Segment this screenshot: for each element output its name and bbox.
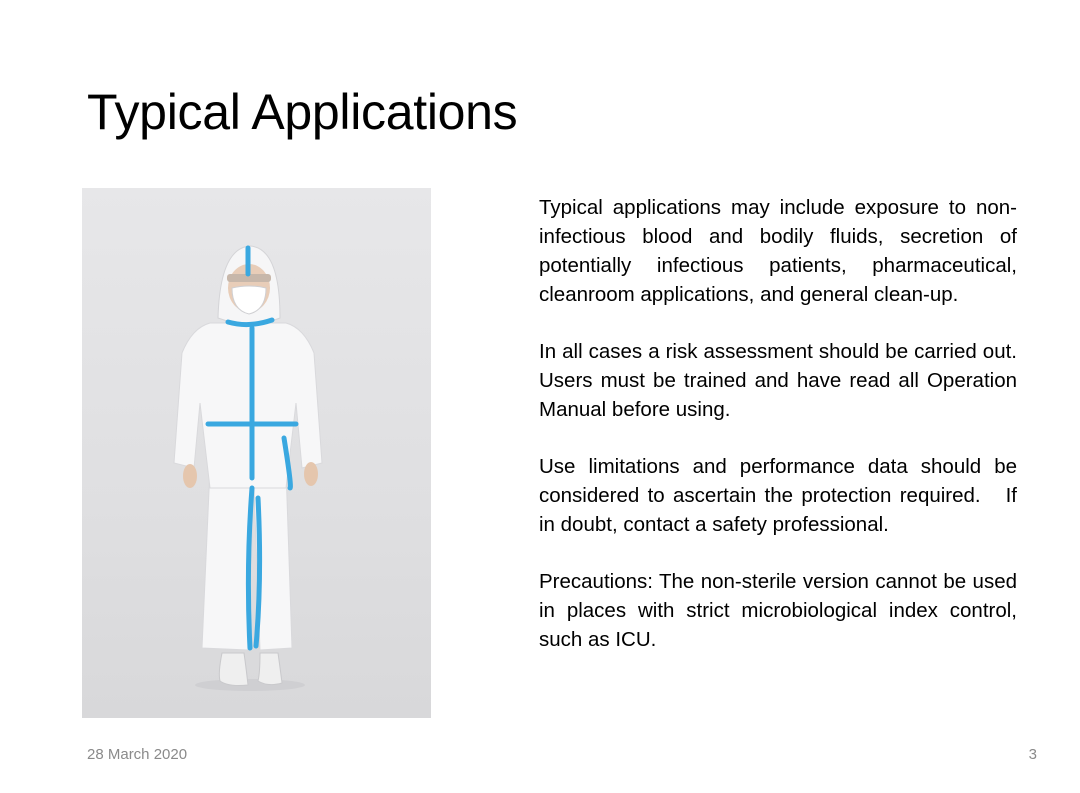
slide-title: Typical Applications [87,84,518,140]
body-text [539,193,1023,682]
suit-torso [174,323,322,488]
paragraph-use-limitations: Use limitations and performance data should be considered to ascertain the protection required. If in doubt, contact a safety professional. [539,455,1023,536]
right-hand [304,462,318,486]
protective-suit-illustration [82,188,431,718]
right-shoe [258,653,282,685]
paragraph-applications: Typical applications may include exposure to non-infectious blood and bodily fluids, secretion of potentially infectious patients, pharmaceutical, cleanroom applications, and general clean-up. [539,196,1017,306]
footer-date: 28 March 2020 [87,746,188,763]
paragraph-precautions: Precautions: The non-sterile version cannot be used in places with strict microbiological index control, such as ICU. [539,570,1017,651]
left-hand [183,464,197,488]
floor-shadow [195,679,305,691]
left-shoe [219,653,248,686]
protective-suit-photo [82,188,431,718]
paragraph-risk-assessment: In all cases a risk assessment should be carried out. Users must be trained and have read all Operation Manual before using. [539,340,1017,421]
slide-number: 3 [1028,746,1037,763]
